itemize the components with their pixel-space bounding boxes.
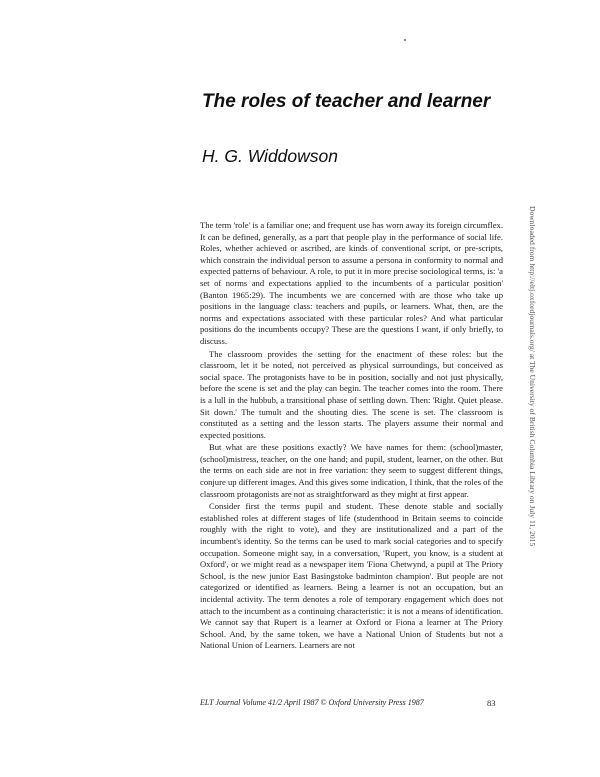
download-notice: Downloaded from http://eltj.oxfordjournals.org/ at The University of British Columbia Library on July 11, 2015 bbox=[528, 206, 537, 547]
page-number: 83 bbox=[487, 698, 496, 708]
journal-citation: ELT Journal Volume 41/2 April 1987 © Oxford University Press 1987 bbox=[200, 698, 424, 707]
paragraph-1: The term 'role' is a familiar one; and frequent use has worn away its foreign circumflex. It can be defined, generally, as a part that people play in the performance of social life. Roles, whether achieved or ascribed, are kinds of conventional script, or pre-scripts, which constrain the individual person to assume a persona in conformity to normal and expected patterns of behaviour. A role, to put it in more precise sociological terms, is: 'a set of norms and expectations applied to the incumbents of a particular position' (Banton 1965:29). The incumbents we are concerned with are those who take up positions in the language class: teachers and pupils, or learners. What, then, are the norms and expectations associated with these particular roles? And what particular positions do the incumbents occupy? These are the questions I want, if only briefly, to discuss. bbox=[200, 220, 503, 346]
scan-speck bbox=[404, 39, 406, 41]
paragraph-3: But what are these positions exactly? We have names for them: (school)master, (school)mistress, teacher, on the one hand; and pupil, student, learner, on the other. But the terms on each side are not in free variation: they seem to suggest different things, conjure up different images. And this gives some indication, I think, that the roles of the classroom protagonists are not as straightforward as they might at first appear. bbox=[200, 442, 503, 499]
paragraph-4: Consider first the terms pupil and student. These denote stable and socially established roles at different stages of life (studenthood in Britain seems to coincide roughly with the right to vote), and they are institutionalized and a part of the incumbent's identity. So the terms can be used to mark social categories and to specify occupation. Someone might say, in a conversation, 'Rupert, you know, is a student at Oxford', or we might read as a newspaper item 'Fiona Chetwynd, a pupil at The Priory School, is the new junior East Basingstoke badminton champion'. But people are not categorized or identified as learners. Being a learner is not an occupation, but an incidental activity. The term denotes a role of temporary engagement which does not attach to the incumbent as a continuing characteristic: it is not a means of identification. We cannot say that Rupert is a learner at Oxford or Fiona a learner at The Priory School. And, by the same token, we have a National Union of Students but not a National Union of Learners. Learners are not bbox=[200, 501, 503, 651]
article-author: H. G. Widdowson bbox=[202, 146, 339, 166]
paragraph-2: The classroom provides the setting for the enactment of these roles: but the classroom, let it be noted, not perceived as physical surroundings, but conceived as social space. The protagonists have to be in position, socially and not just physically, before the scene is set and the play can begin. The teacher comes into the room. There is a lull in the hubbub, a transitional phase of settling down. Then: 'Right. Quiet please. Sit down.' The tumult and the shouting dies. The scene is set. The classroom is constituted as a setting and the lesson starts. The players assume their normal and expected positions. bbox=[200, 348, 503, 440]
article-title: The roles of teacher and learner bbox=[202, 91, 491, 112]
article-body bbox=[200, 220, 503, 652]
